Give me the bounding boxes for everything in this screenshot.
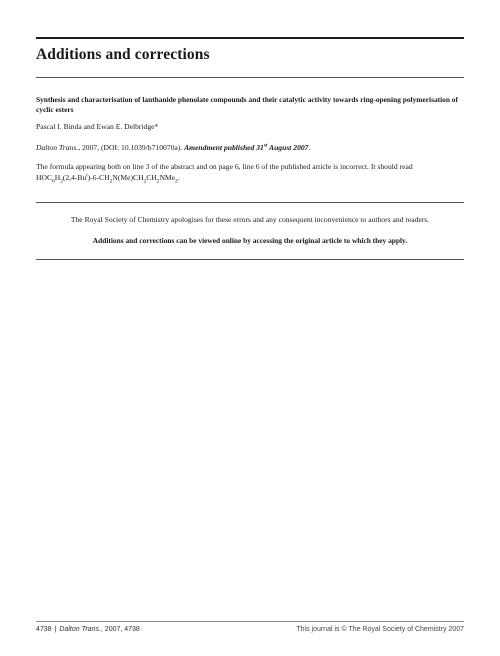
notice-divider-bottom (36, 259, 464, 260)
citation-journal: Dalton Trans. (36, 143, 79, 152)
citation-end: . (308, 143, 311, 152)
footer-copyright: This journal is © The Royal Society of Chemistry 2007 (296, 626, 464, 633)
citation-amendment (184, 142, 311, 152)
correction-paragraph (36, 162, 466, 183)
citation-details: , 2007, (DOI: 10.1039/b710070a). (78, 143, 185, 152)
title-divider (36, 77, 464, 78)
footer-journal-details: , 2007, 4738 (100, 626, 140, 633)
amendment-suffix: August 2007 (267, 143, 309, 152)
notice-divider-top (36, 202, 464, 203)
footer-rule (36, 621, 464, 622)
footer-page-info (36, 626, 140, 633)
footer-journal: Dalton Trans. (59, 626, 101, 633)
page-number: 4738 (36, 626, 52, 633)
top-rule (36, 37, 464, 39)
online-notice: Additions and corrections can be viewed online by accessing the original article to which they apply. (92, 236, 408, 245)
correction-text: The formula appearing both on line 3 of the abstract and on page 6, line 6 of the published article is incorrect. It should read (36, 162, 413, 171)
article-citation (36, 143, 310, 152)
article-authors: Pascal I. Binda and Ewan E. Delbridge* (36, 122, 159, 131)
article-title: Synthesis and characterisation of lanthanide phenolate compounds and their catalytic activity towards ring-opening polymerisation of cyclic esters (36, 95, 458, 114)
amendment-prefix: Amendment published 31 (184, 143, 264, 152)
amendment-sup: st (263, 142, 268, 149)
section-title: Additions and corrections (36, 46, 210, 63)
corrected-formula: $HOC_6H_2(2,4-Bu^t)-6-CH_2N(Me)CH_2CH_2NMe_2$. (36, 171, 180, 185)
footer-separator: | (54, 626, 57, 633)
apology-notice: The Royal Society of Chemistry apologises for these errors and any consequent inconvenience to authors and readers. (70, 215, 430, 224)
